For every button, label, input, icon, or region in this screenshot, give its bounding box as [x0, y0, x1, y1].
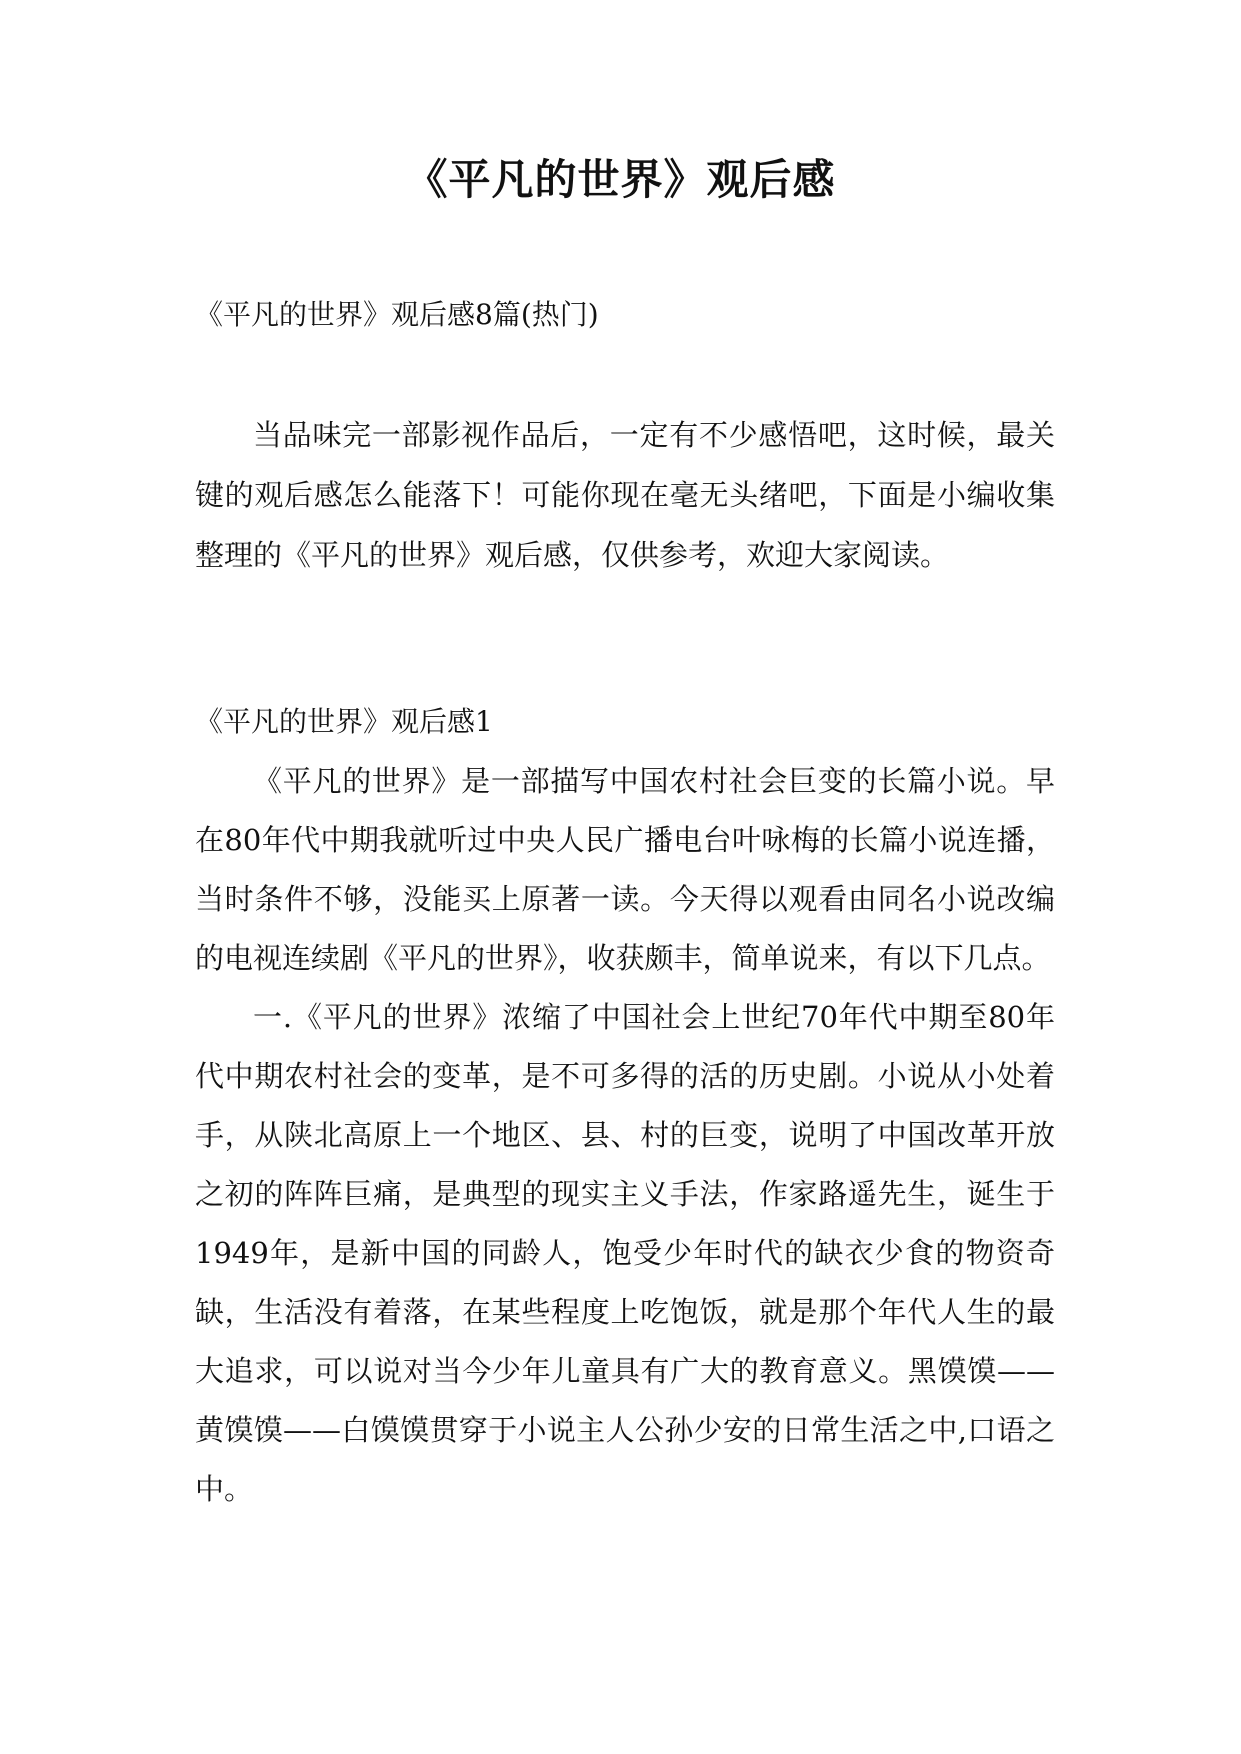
section-body: [195, 752, 1055, 1519]
body-paragraph: 《平凡的世界》是一部描写中国农村社会巨变的长篇小说。早在80年代中期我就听过中央人民广播电台叶咏梅的长篇小说连播，当时条件不够，没能买上原著一读。今天得以观看由同名小说改编的电视连续剧《平凡的世界》，收获颇丰，简单说来，有以下几点。: [195, 764, 1055, 975]
document-subtitle: 《平凡的世界》观后感8篇(热门): [195, 298, 599, 331]
body-paragraph: 一.《平凡的世界》浓缩了中国社会上世纪70年代中期至80年代中期农村社会的变革，是不可多得的活的历史剧。小说从小处着手，从陕北高原上一个地区、县、村的巨变，说明了中国改革开放之初的阵阵巨痛，是典型的现实主义手法，作家路遥先生，诞生于1949年，是新中国的同龄人，饱受少年时代的缺衣少食的物资奇缺，生活没有着落，在某些程度上吃饱饭，就是那个年代人生的最大追求，可以说对当今少年儿童具有广大的教育意义。黑馍馍——黄馍馍——白馍馍贯穿于小说主人公孙少安的日常生活之中,口语之中。: [195, 1000, 1055, 1506]
section-heading: 《平凡的世界》观后感1: [195, 705, 493, 738]
intro-paragraph: 当品味完一部影视作品后，一定有不少感悟吧，这时候，最关键的观后感怎么能落下！可能你现在毫无头绪吧，下面是小编收集整理的《平凡的世界》观后感，仅供参考，欢迎大家阅读。: [195, 418, 1055, 572]
document-title: 《平凡的世界》观后感: [405, 155, 836, 204]
